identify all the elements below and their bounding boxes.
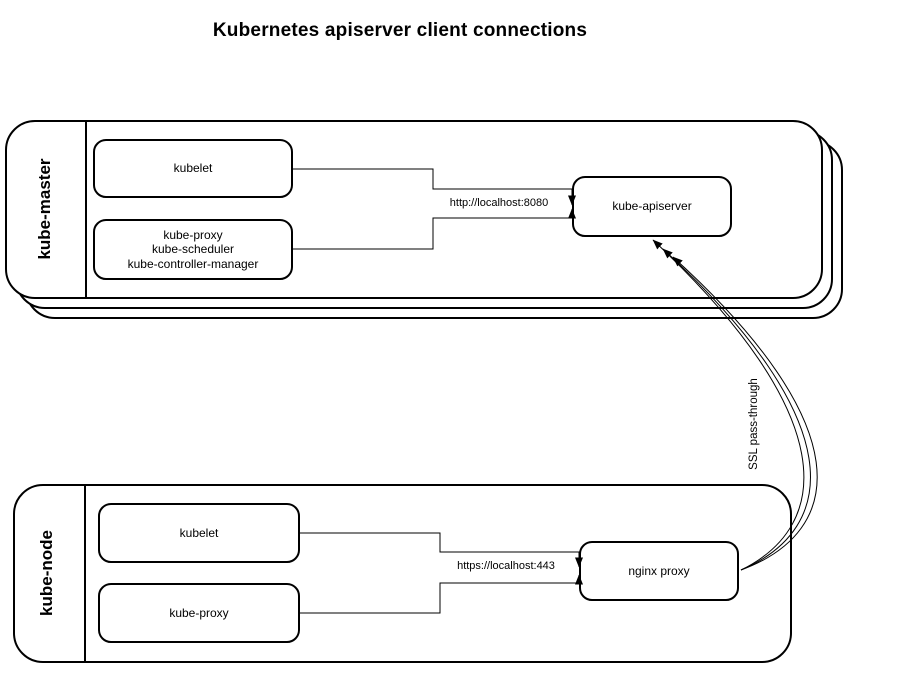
node-kube-proxy-node [98,583,300,643]
master-service-kube-proxy: kube-proxy [163,227,223,242]
master-service-kube-controller-manager: kube-controller-manager [127,256,259,271]
nginx-proxy-label: nginx proxy [628,563,690,578]
kube-node-group-label: kube-node [37,530,56,616]
node-kubelet-node [98,503,300,563]
node-edge-label-https-localhost-443: https://localhost:443 [457,560,555,572]
node-kube-proxy-label: kube-proxy [169,605,229,620]
master-kubelet-label: kubelet [173,161,213,176]
master-service-kube-scheduler: kube-scheduler [151,242,235,257]
kube-master-group-label: kube-master [35,158,54,260]
diagram-title: Kubernetes apiserver client connections [212,20,588,41]
kube-master-label-divider [85,121,87,298]
node-kubelet-label: kubelet [179,525,219,540]
kube-node-label-divider [84,485,86,662]
master-edge-label-http-localhost-8080: http://localhost:8080 [449,197,549,209]
master-kubelet-node [93,139,293,198]
master-services-node [93,219,293,280]
kube-apiserver-node [572,176,732,237]
ssl-pass-through-edge-label: SSL pass-through [748,378,760,470]
kube-apiserver-label: kube-apiserver [612,199,692,214]
nginx-proxy-node [579,541,739,601]
